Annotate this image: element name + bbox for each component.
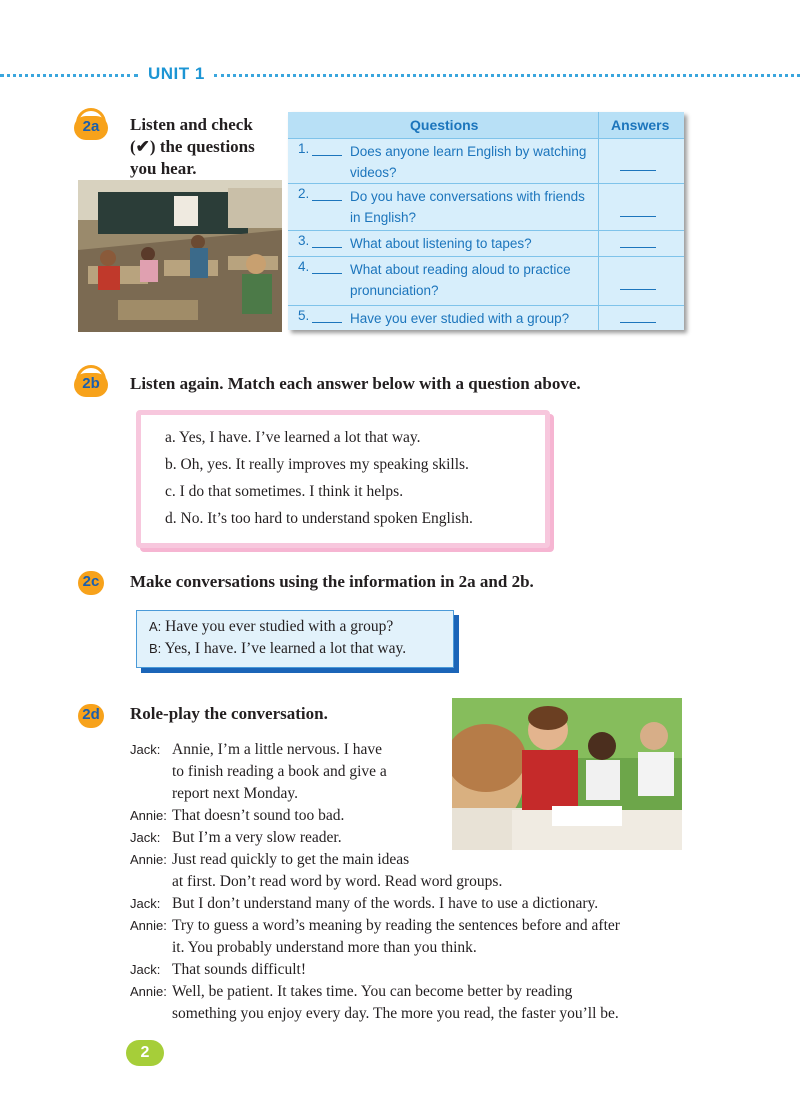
answer-b: b. Oh, yes. It really improves my speaking skills. — [165, 456, 469, 473]
section-2a-badge: 2a — [74, 114, 114, 142]
answer-a: a. Yes, I have. I’ve learned a lot that way. — [165, 429, 421, 446]
check-blank[interactable] — [312, 155, 342, 156]
check-blank[interactable] — [312, 322, 342, 323]
answers-column-header: Answers — [611, 117, 670, 133]
section-2b-instruction: Listen again. Match each answer below with a question above. — [130, 374, 581, 393]
section-2d-badge: 2d — [78, 702, 118, 730]
conversation-line-a: A: Have you ever studied with a group? — [149, 618, 394, 635]
questions-table: Questions Answers 1. Does anyone learn English by watching videos? 2. Do you have conversations with friends in English? 3. What about listening to tapes? 4. What about reading aloud to practice pronunciation? 5. Have you ever studied with a group? — [288, 112, 684, 330]
unit-header — [0, 64, 800, 86]
check-blank[interactable] — [312, 273, 342, 274]
page-number: 2 — [126, 1040, 164, 1066]
section-2d-instruction: Role-play the conversation. — [130, 704, 328, 723]
answers-box — [136, 410, 550, 548]
section-2a-instruction: Listen and check (✔) the questions you hear. — [130, 115, 255, 178]
section-2c-instruction: Make conversations using the information in 2a and 2b. — [130, 572, 534, 591]
conversation-line-b: B: Yes, I have. I’ve learned a lot that way. — [149, 640, 407, 657]
answer-blank[interactable] — [620, 216, 656, 217]
students-reading-photo — [452, 698, 682, 850]
answer-blank[interactable] — [620, 289, 656, 290]
questions-column-header: Questions — [410, 117, 479, 133]
answer-d: d. No. It’s too hard to understand spoken English. — [165, 510, 473, 527]
answer-blank[interactable] — [620, 322, 656, 323]
header-dots-right — [214, 74, 800, 77]
questions-table-header — [288, 112, 684, 138]
section-2b-badge: 2b — [74, 371, 114, 399]
answer-blank[interactable] — [620, 247, 656, 248]
classroom-photo — [78, 180, 282, 332]
answer-blank[interactable] — [620, 170, 656, 171]
check-blank[interactable] — [312, 200, 342, 201]
example-conversation-box — [136, 610, 454, 668]
header-dots-left — [0, 74, 138, 77]
answer-c: c. I do that sometimes. I think it helps. — [165, 483, 404, 500]
unit-label: UNIT 1 — [148, 64, 205, 83]
section-2c-badge: 2c — [78, 569, 118, 597]
check-blank[interactable] — [312, 247, 342, 248]
